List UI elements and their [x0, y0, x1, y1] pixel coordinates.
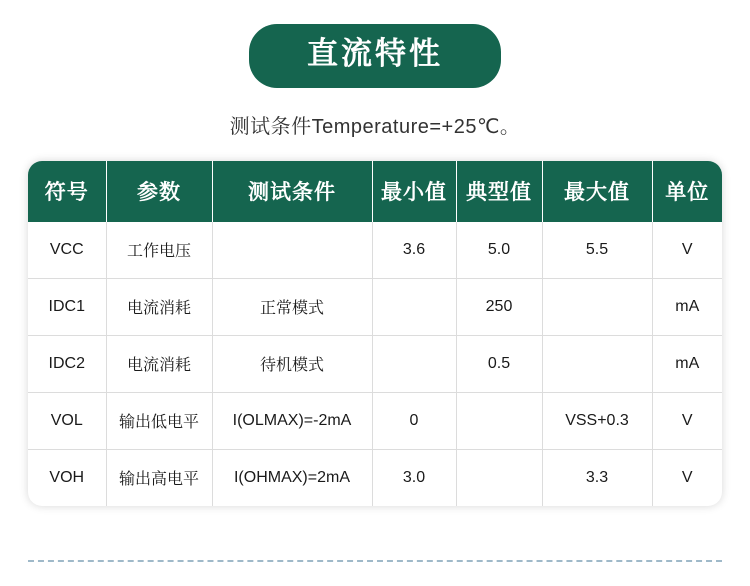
cell-symbol: VCC	[28, 222, 106, 279]
cell-min	[372, 335, 456, 392]
cell-symbol: VOL	[28, 392, 106, 449]
column-header-typ: 典型值	[456, 161, 542, 222]
cell-symbol: IDC1	[28, 278, 106, 335]
cell-unit: V	[652, 222, 722, 279]
column-header-min: 最小值	[372, 161, 456, 222]
cell-parameter: 输出低电平	[106, 392, 212, 449]
cell-unit: mA	[652, 278, 722, 335]
cell-max	[542, 278, 652, 335]
title-banner-wrap	[0, 0, 750, 88]
table-row	[28, 392, 722, 449]
cell-min: 0	[372, 392, 456, 449]
cell-symbol: IDC2	[28, 335, 106, 392]
cell-typ: 0.5	[456, 335, 542, 392]
table-header	[28, 161, 722, 222]
spec-table-card	[28, 161, 722, 506]
cell-max: 5.5	[542, 222, 652, 279]
cell-symbol: VOH	[28, 449, 106, 506]
table-header-row	[28, 161, 722, 222]
table-row	[28, 278, 722, 335]
cell-parameter: 输出高电平	[106, 449, 212, 506]
cell-min: 3.6	[372, 222, 456, 279]
table-row	[28, 449, 722, 506]
cell-unit: V	[681, 468, 693, 486]
dashed-divider	[28, 560, 722, 562]
test-condition-subtitle: 测试条件Temperature=+25℃。	[229, 115, 521, 138]
cell-typ	[456, 449, 542, 506]
cell-parameter: 工作电压	[106, 222, 212, 279]
column-header-symbol: 符号	[28, 161, 106, 222]
column-header-max: 最大值	[542, 161, 652, 222]
cell-max: 3.3	[542, 449, 652, 506]
page-title: 直流特性	[249, 24, 501, 88]
cell-typ: 250	[456, 278, 542, 335]
cell-condition: I(OHMAX)=2mA	[212, 449, 372, 506]
cell-max: VSS+0.3	[542, 392, 652, 449]
cell-condition	[212, 222, 372, 279]
cell-max	[542, 335, 652, 392]
cell-parameter: 电流消耗	[106, 335, 212, 392]
table-row	[28, 335, 722, 392]
spec-table	[28, 161, 722, 506]
cell-min	[372, 278, 456, 335]
cell-typ: 5.0	[456, 222, 542, 279]
table-body	[28, 222, 722, 506]
column-header-unit: 单位	[652, 161, 722, 222]
cell-condition: 正常模式	[212, 278, 372, 335]
column-header-condition: 测试条件	[212, 161, 372, 222]
column-header-parameter: 参数	[106, 161, 212, 222]
table-row	[28, 222, 722, 279]
cell-parameter: 电流消耗	[106, 278, 212, 335]
cell-unit: V	[652, 392, 722, 449]
cell-condition: 待机模式	[212, 335, 372, 392]
cell-typ	[456, 392, 542, 449]
cell-condition: I(OLMAX)=-2mA	[212, 392, 372, 449]
cell-unit: mA	[652, 335, 722, 392]
cell-min: 3.0	[372, 449, 456, 506]
